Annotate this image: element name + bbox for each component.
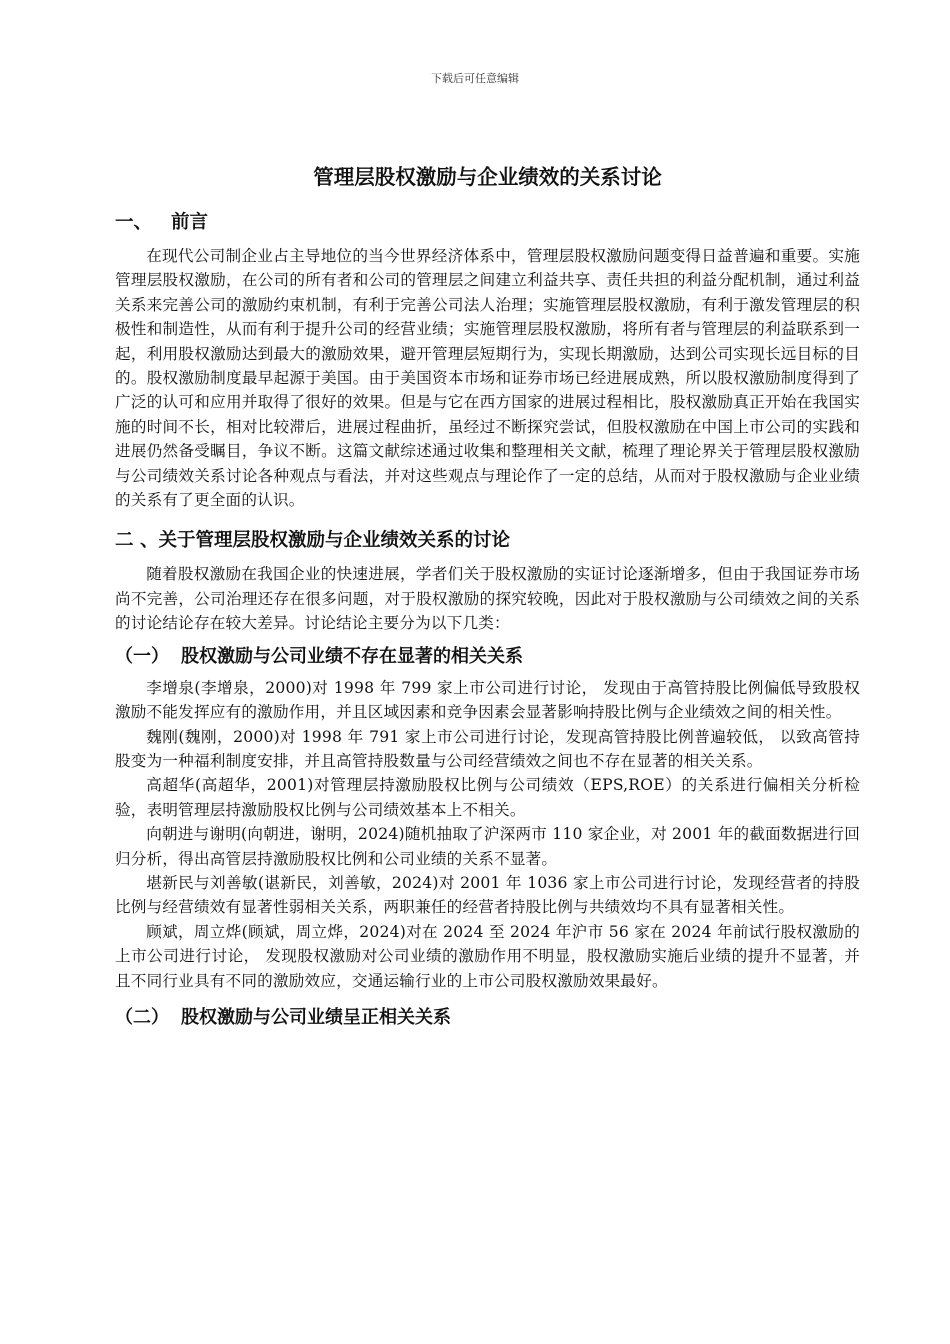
section-2-paragraph: 随着股权激励在我国企业的快速进展，学者们关于股权激励的实证讨论逐渐增多，但由于我国证券市场尚不完善，公司治理还存在很多问题，对于股权激励的探究较晚，因此对于股权激励与公司绩效之间的关系的讨论结论存在较大差异。讨论结论主要分为以下几类： bbox=[115, 565, 860, 633]
subsection-1-title: 股权激励与公司业绩不存在显著的相关关系 bbox=[181, 645, 523, 667]
section-1-number: 一、 bbox=[115, 212, 153, 233]
section-1-heading bbox=[115, 208, 860, 238]
subsection-1-paragraph-3: 高超华(高超华，2001)对管理层持激励股权比例与公司绩效（EPS,ROE）的关系进行偏相关分析检验，表明管理层持激励股权比例与公司绩效基本上不相关。 bbox=[115, 776, 860, 819]
document-body bbox=[115, 160, 860, 1037]
section-1-title: 前言 bbox=[171, 212, 209, 233]
subsection-1-paragraph-5: 堪新民与刘善敏(谌新民，刘善敏，2024)对 2001 年 1036 家上市公司进行讨论，发现经营者的持股比例与经营绩效有显著性弱相关关系，两职兼任的经营者持股比例与共绩效均不具有显著相关性。 bbox=[115, 873, 860, 917]
section-2-title: 关于管理层股权激励与企业绩效关系的讨论 bbox=[158, 530, 510, 552]
subsection-2-title: 股权激励与公司业绩呈正相关关系 bbox=[181, 1006, 451, 1028]
subsection-1-paragraph-6: 顾斌，周立烨(顾斌，周立烨，2024)对在 2024 至 2024 年沪市 56 家在 2024 年前试行股权激励的上市公司进行讨论， 发现股权激励对公司业绩的激励作用不明显，股权激励实施后业绩的提升不显著，并且不同行业具有不同的激励效应，交通运输行业的上市公司股权激励效果最好。 bbox=[115, 922, 860, 990]
subsection-1-heading bbox=[115, 642, 860, 672]
subsection-1-paragraph-4: 向朝进与谢明(向朝进，谢明，2024)随机抽取了沪深两市 110 家企业，对 2001 年的截面数据进行回归分析，得出高管层持激励股权比例和公司业绩的关系不显著。 bbox=[115, 825, 860, 868]
subsection-2-heading bbox=[115, 1003, 860, 1033]
subsection-1-paragraph-2: 魏刚(魏刚，2000)对 1998 年 791 家上市公司进行讨论，发现高管持股比例普遍较低， 以致高管持股变为一种福利制度安排，并且高管持股数量与公司经营绩效之间也不存在显著的相关关系。 bbox=[115, 727, 860, 770]
section-1-paragraph: 在现代公司制企业占主导地位的当今世界经济体系中，管理层股权激励问题变得日益普遍和重要。实施管理层股权激励，在公司的所有者和公司的管理层之间建立利益共享、责任共担的利益分配机制，通过利益关系来完善公司的激励约束机制，有利于完善公司法人治理；实施管理层股权激励，有利于激发管理层的积极性和制造性，从而有利于提升公司的经营业绩；实施管理层股权激励，将所有者与管理层的利益联系到一起，利用股权激励达到最大的激励效果，避开管理层短期行为，实现长期激励，达到公司实现长远目标的目的。股权激励制度最早起源于美国。由于美国资本市场和证券市场已经进展成熟，所以股权激励制度得到了广泛的认可和应用并取得了很好的效果。但是与它在西方国家的进展过程相比，股权激励真正开始在我国实施的时间不长，相对比较滞后，进展过程曲折，虽经过不断探究尝试，但股权激励在中国上市公司的实践和进展仍然备受瞩目，争议不断。这篇文献综述通过收集和整理相关文献，梳理了理论界关于管理层股权激励与公司绩效关系讨论各种观点与看法，并对这些观点与理论作了一定的总结，从而对于股权激励与企业业绩的关系有了更全面的认识。 bbox=[115, 247, 860, 510]
subsection-1-paragraph-1: 李增泉(李增泉，2000)对 1998 年 799 家上市公司进行讨论， 发现由于高管持股比例偏低导致股权激励不能发挥应有的激励作用，并且区域因素和竞争因素会显著影响持股比例与企业绩效之间的相关性。 bbox=[115, 678, 860, 722]
header-note: 下载后可任意编辑 bbox=[431, 72, 519, 85]
section-2-heading bbox=[115, 526, 860, 556]
subsection-1-number: （一） bbox=[115, 645, 169, 667]
document-title: 管理层股权激励与企业绩效的关系讨论 bbox=[313, 165, 662, 189]
section-2-number: 二 、 bbox=[115, 530, 159, 552]
subsection-2-number: （二） bbox=[115, 1006, 169, 1028]
